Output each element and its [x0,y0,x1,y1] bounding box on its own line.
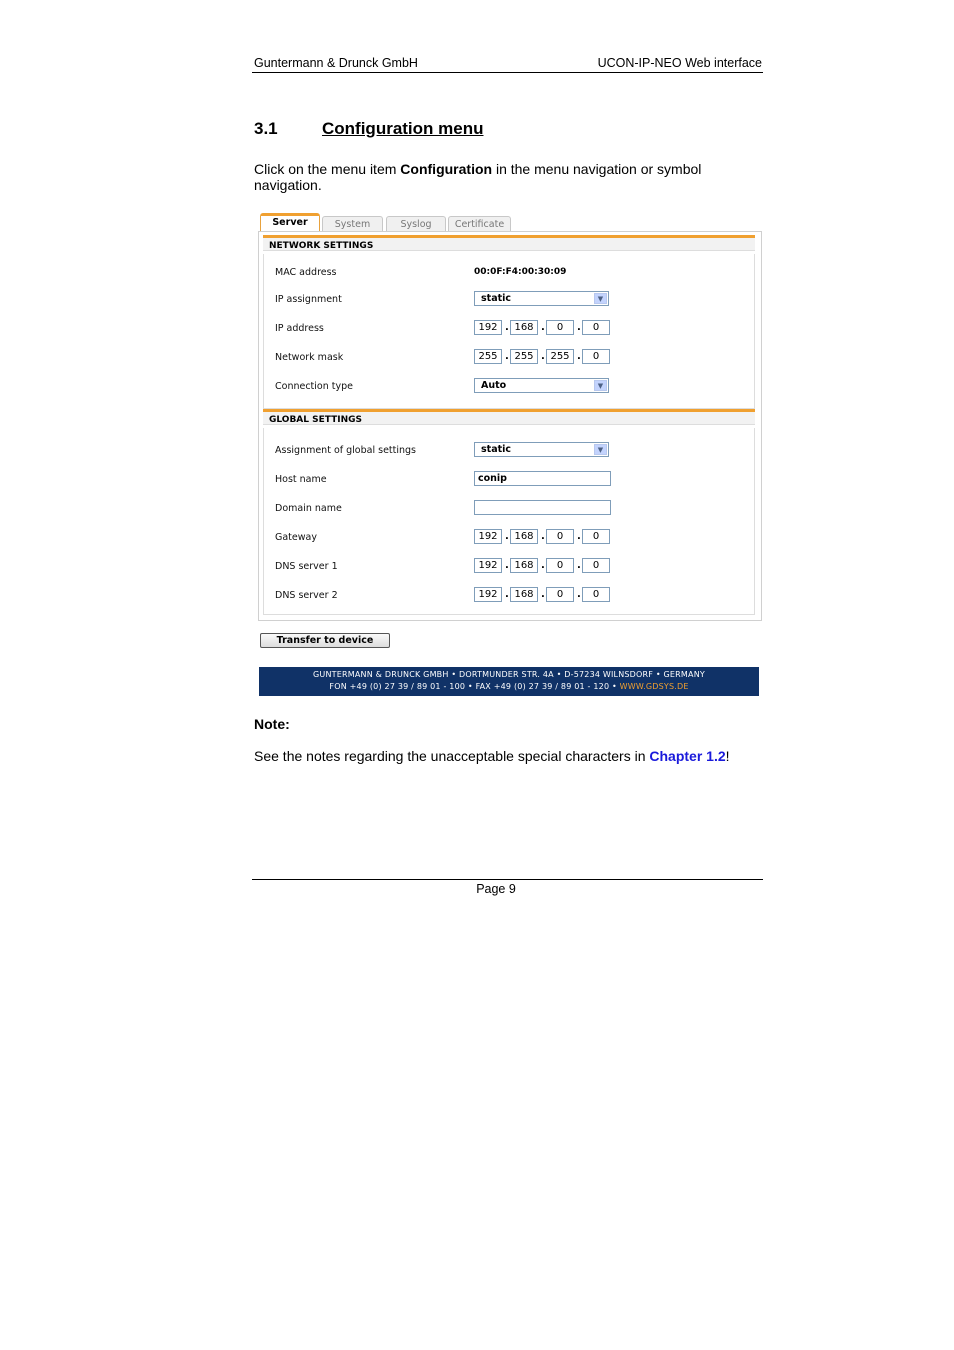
transfer-to-device-button[interactable]: Transfer to device [260,633,390,648]
dns1-octet-4[interactable]: 0 [582,558,610,573]
header-company: Guntermann & Drunck GmbH [254,56,418,70]
ip-dot: . [505,560,509,571]
gateway-octet-2[interactable]: 168 [510,529,538,544]
ip-dot: . [505,531,509,542]
ip-dot: . [505,322,509,333]
ip-dot: . [505,351,509,362]
netmask-octet-2[interactable]: 255 [510,349,538,364]
network-settings-heading: NETWORK SETTINGS [263,235,755,251]
tab-syslog[interactable]: Syslog [386,216,446,233]
intro-bold: Configuration [400,161,493,177]
ip-dot: . [577,351,581,362]
ip-octet-4[interactable]: 0 [582,320,610,335]
ip-dot: . [577,322,581,333]
chevron-down-icon: ▼ [594,293,607,304]
ip-octet-3[interactable]: 0 [546,320,574,335]
netmask-octet-4[interactable]: 0 [582,349,610,364]
gateway-octet-3[interactable]: 0 [546,529,574,544]
settings-panel [258,231,762,621]
mac-label: MAC address [275,267,337,278]
assign-global-label: Assignment of global settings [275,445,417,456]
ip-dot: . [577,589,581,600]
connection-type-label: Connection type [275,381,353,392]
ip-dot: . [541,560,545,571]
gateway-octet-1[interactable]: 192 [474,529,502,544]
host-name-input[interactable]: conip [474,471,611,486]
netmask-label: Network mask [275,352,344,363]
netmask-octet-3[interactable]: 255 [546,349,574,364]
note-text-after: ! [725,748,730,764]
chevron-down-icon: ▼ [594,444,607,455]
intro-after: in the menu navigation or symbol navigation. [254,161,702,193]
ip-address-label: IP address [275,323,324,334]
dns2-octet-1[interactable]: 192 [474,587,502,602]
footer-address: GUNTERMANN & DRUNCK GMBH • DORTMUNDER STR. 4A • D-57234 WILNSDORF • GERMANY [313,670,705,679]
dns1-octet-1[interactable]: 192 [474,558,502,573]
assign-global-value: static [481,444,512,455]
ip-dot: . [505,589,509,600]
connection-type-select[interactable] [474,378,609,393]
connection-type-value: Auto [481,380,507,391]
config-screenshot [258,212,762,698]
dns1-label: DNS server 1 [275,561,338,572]
chapter-link[interactable]: Chapter 1.2 [649,748,726,764]
netmask-octet-1[interactable]: 255 [474,349,502,364]
section-number: 3.1 [254,119,278,138]
footer-contact [259,681,759,693]
ip-octet-1[interactable]: 192 [474,320,502,335]
ip-dot: . [577,560,581,571]
header-product: UCON-IP-NEO Web interface [597,56,762,70]
dns2-octet-2[interactable]: 168 [510,587,538,602]
intro-before: Click on the menu item [254,161,401,177]
ip-assignment-label: IP assignment [275,294,342,305]
ip-dot: . [541,322,545,333]
ip-octet-2[interactable]: 168 [510,320,538,335]
ip-dot: . [541,351,545,362]
network-settings-body [263,254,755,409]
dns2-octet-4[interactable]: 0 [582,587,610,602]
footer-rule [252,879,763,880]
ip-assignment-value: static [481,293,512,304]
ip-dot: . [541,589,545,600]
tab-certificate[interactable]: Certificate [448,216,511,233]
dns2-label: DNS server 2 [275,590,338,601]
footer-url-link[interactable]: WWW.GDSYS.DE [619,682,689,691]
dns1-octet-3[interactable]: 0 [546,558,574,573]
tab-server[interactable]: Server [260,213,320,234]
note-text [254,748,730,764]
note-title: Note: [254,716,290,732]
domain-name-input[interactable] [474,500,611,515]
global-settings-body [263,428,755,615]
assign-global-select[interactable] [474,442,609,457]
gateway-octet-4[interactable]: 0 [582,529,610,544]
header-rule [252,72,763,73]
ip-assignment-select[interactable] [474,291,609,306]
ip-dot: . [541,531,545,542]
company-footer-bar [259,667,759,696]
footer-phone-fax: FON +49 (0) 27 39 / 89 01 - 100 • FAX +49 (0) 27 39 / 89 01 - 120 • [329,682,620,691]
chevron-down-icon: ▼ [594,380,607,391]
tab-system[interactable]: System [322,216,383,233]
global-settings-heading: GLOBAL SETTINGS [263,409,755,425]
gateway-label: Gateway [275,532,317,543]
note-text-before: See the notes regarding the unacceptable special characters in [254,748,650,764]
host-name-label: Host name [275,474,327,485]
mac-value: 00:0F:F4:00:30:09 [474,267,567,277]
dns1-octet-2[interactable]: 168 [510,558,538,573]
ip-dot: . [577,531,581,542]
page-number: Page 9 [476,882,516,896]
domain-name-label: Domain name [275,503,342,514]
section-title: Configuration menu [322,119,484,138]
dns2-octet-3[interactable]: 0 [546,587,574,602]
intro-paragraph [254,161,744,193]
